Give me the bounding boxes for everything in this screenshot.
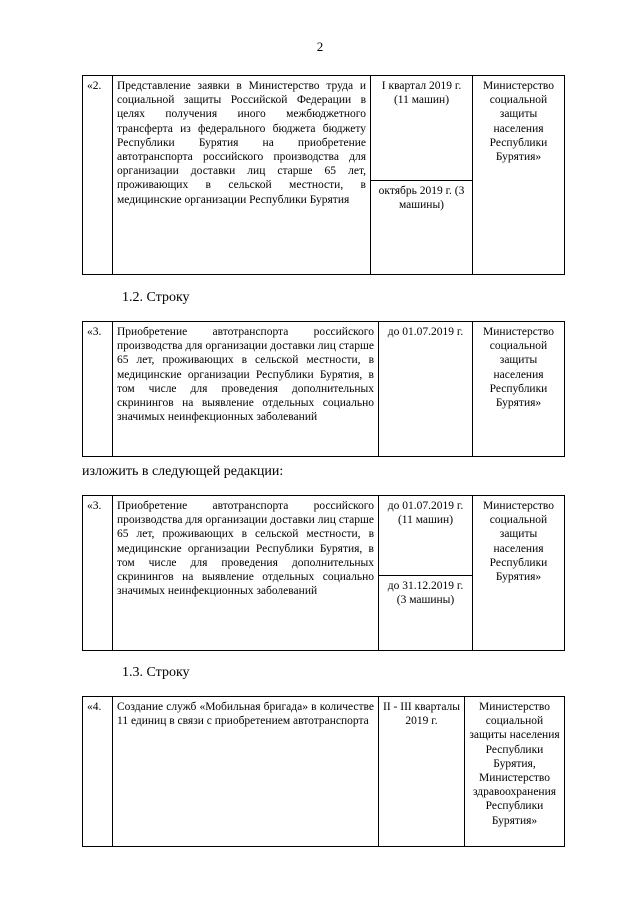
responsible-cell: Министерство социальной защиты населения Республики Бурятия»	[473, 496, 565, 651]
table-item-3-old	[82, 321, 565, 457]
item-description: Представление заявки в Министерство труда и социальной защиты Российской Федерации в целях получения иного межбюджетного трансферта из федерального бюджета бюджету Республики Бурятия на приобретение автотранспорта российского производства для организации доставки лиц старше 65 лет, проживающих в сельской местности, в медицинские организации Республики Бурятия	[113, 76, 371, 275]
deadline-cell: II - III кварталы 2019 г.	[379, 697, 465, 847]
responsible-cell: Министерство социальной защиты населения Республики Бурятия»	[473, 322, 565, 457]
item-number: «3.	[83, 496, 113, 651]
page-number: 2	[316, 39, 324, 54]
deadline-cell: октябрь 2019 г. (3 машины)	[371, 181, 473, 275]
item-description: Приобретение автотранспорта российского производства для организации доставки лиц старше 65 лет, проживающих в сельской местности, в медицинские организации Республики Бурятия, в том числе для проведения дополнительных скринингов на выявление отдельных социально значимых неинфекционных заболеваний	[113, 496, 379, 651]
section-heading: 1.2. Строку	[122, 290, 190, 305]
table-item-2	[82, 75, 565, 275]
section-heading: 1.3. Строку	[122, 665, 190, 680]
deadline-cell: до 31.12.2019 г. (3 машины)	[379, 576, 473, 651]
item-description: Создание служб «Мобильная бригада» в количестве 11 единиц в связи с приобретением автотранспорта	[113, 697, 379, 847]
table-item-3-new	[82, 495, 565, 651]
responsible-cell: Министерство социальной защиты населения Республики Бурятия»	[473, 76, 565, 275]
responsible-cell: Министерство социальной защиты населения Республики Бурятия, Министерство здравоохранения Республики Бурятия»	[465, 697, 565, 847]
item-description: Приобретение автотранспорта российского производства для организации доставки лиц старше 65 лет, проживающих в сельской местности, в медицинские организации Республики Бурятия, в том числе для проведения дополнительных скринингов на выявление отдельных социально значимых неинфекционных заболеваний	[113, 322, 379, 457]
item-number: «3.	[83, 322, 113, 457]
deadline-cell: I квартал 2019 г. (11 машин)	[371, 76, 473, 181]
table-item-4	[82, 696, 565, 847]
section-heading: изложить в следующей редакции:	[82, 464, 284, 479]
deadline-cell: до 01.07.2019 г. (11 машин)	[379, 496, 473, 576]
deadline-cell: до 01.07.2019 г.	[379, 322, 473, 457]
item-number: «4.	[83, 697, 113, 847]
item-number: «2.	[83, 76, 113, 275]
